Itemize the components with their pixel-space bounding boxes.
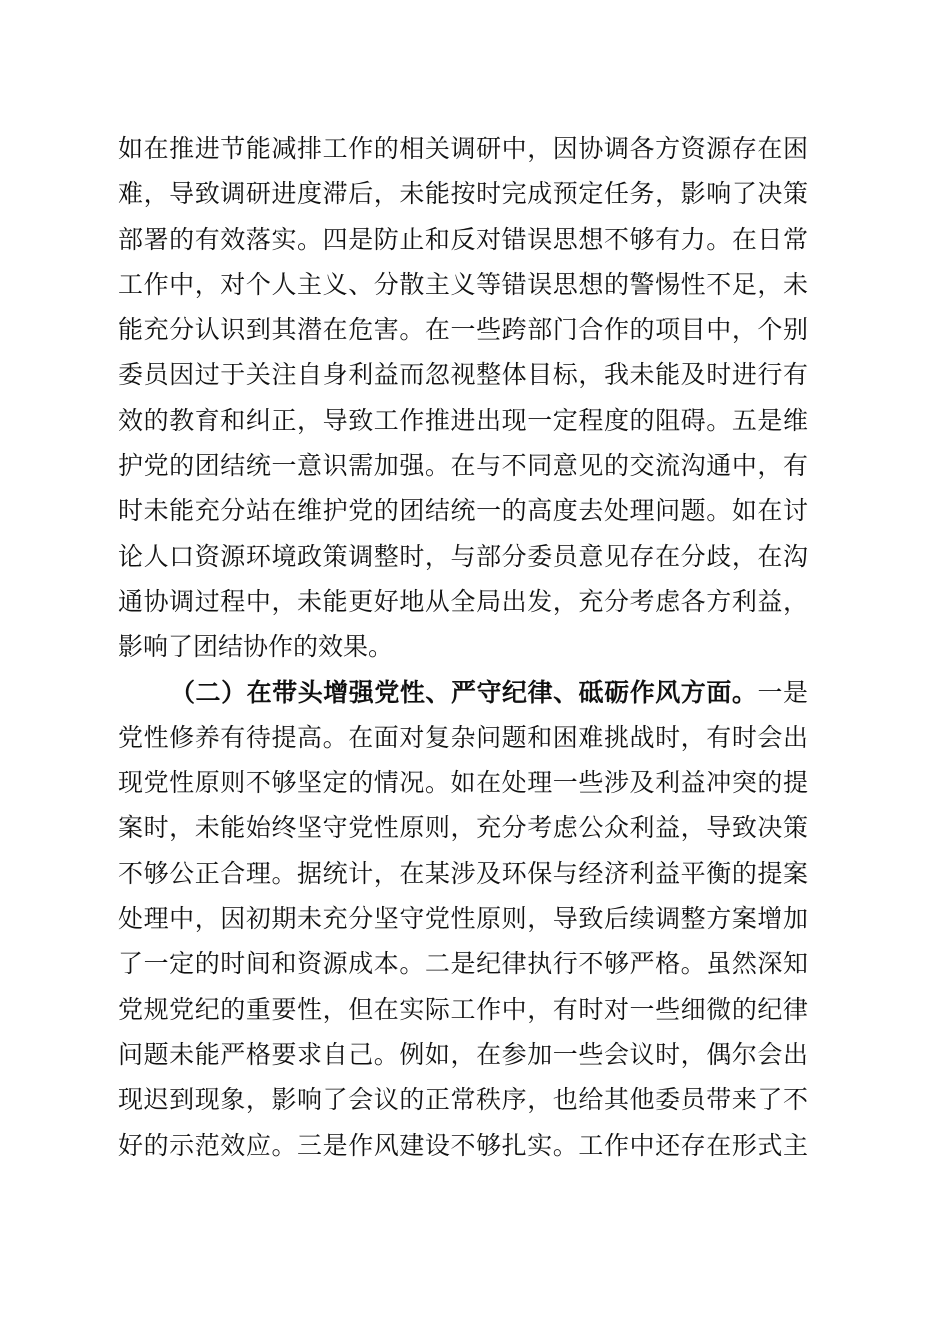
text-line: 党规党纪的重要性，但在实际工作中，有时对一些细微的纪律 <box>118 994 808 1024</box>
text-line: 案时，未能始终坚守党性原则，充分考虑公众利益，导致决策 <box>118 813 808 843</box>
text-line: 效的教育和纠正，导致工作推进出现一定程度的阻碍。五是维 <box>118 405 808 435</box>
text-line: 如在推进节能减排工作的相关调研中，因协调各方资源存在困 <box>118 134 808 163</box>
section-heading: （二）在带头增强党性、严守纪律、砥砺作风方面。 <box>170 677 758 707</box>
text-line: 委员因过于关注自身利益而忽视整体目标，我未能及时进行有 <box>118 360 808 390</box>
text-line: 护党的团结统一意识需加强。在与不同意见的交流沟通中，有 <box>118 451 808 481</box>
text-line: 部署的有效落实。四是防止和反对错误思想不够有力。在日常 <box>118 224 808 254</box>
text-line: 能充分认识到其潜在危害。在一些跨部门合作的项目中，个别 <box>118 315 808 345</box>
text-line: 难，导致调研进度滞后，未能按时完成预定任务，影响了决策 <box>118 179 808 209</box>
paragraph-1 <box>118 126 808 670</box>
text-line: 了一定的时间和资源成本。二是纪律执行不够严格。虽然深知 <box>118 949 808 979</box>
heading-line-rest: 一是 <box>757 677 808 707</box>
text-line: 不够公正合理。据统计，在某涉及环保与经济利益平衡的提案 <box>118 858 808 888</box>
text-line: 通协调过程中，未能更好地从全局出发，充分考虑各方利益， <box>118 586 808 616</box>
text-line: 党性修养有待提高。在面对复杂问题和困难挑战时，有时会出 <box>118 722 808 752</box>
section-heading-line <box>118 670 808 715</box>
text-line: 处理中，因初期未充分坚守党性原则，导致后续调整方案增加 <box>118 904 808 934</box>
text-line: 工作中，对个人主义、分散主义等错误思想的警惕性不足，未 <box>118 269 808 299</box>
document-body <box>118 126 808 1168</box>
text-line: 问题未能严格要求自己。例如，在参加一些会议时，偶尔会出 <box>118 1039 808 1069</box>
text-line: 影响了团结协作的效果。 <box>118 632 394 662</box>
text-line: 时未能充分站在维护党的团结统一的高度去处理问题。如在讨 <box>118 496 808 526</box>
text-line: 论人口资源环境政策调整时，与部分委员意见存在分歧，在沟 <box>118 541 808 571</box>
paragraph-2 <box>118 670 808 1168</box>
text-line: 好的示范效应。三是作风建设不够扎实。工作中还存在形式主 <box>118 1130 808 1160</box>
text-line: 现党性原则不够坚定的情况。如在处理一些涉及利益冲突的提 <box>118 768 808 798</box>
text-line: 现迟到现象，影响了会议的正常秩序，也给其他委员带来了不 <box>118 1085 808 1115</box>
